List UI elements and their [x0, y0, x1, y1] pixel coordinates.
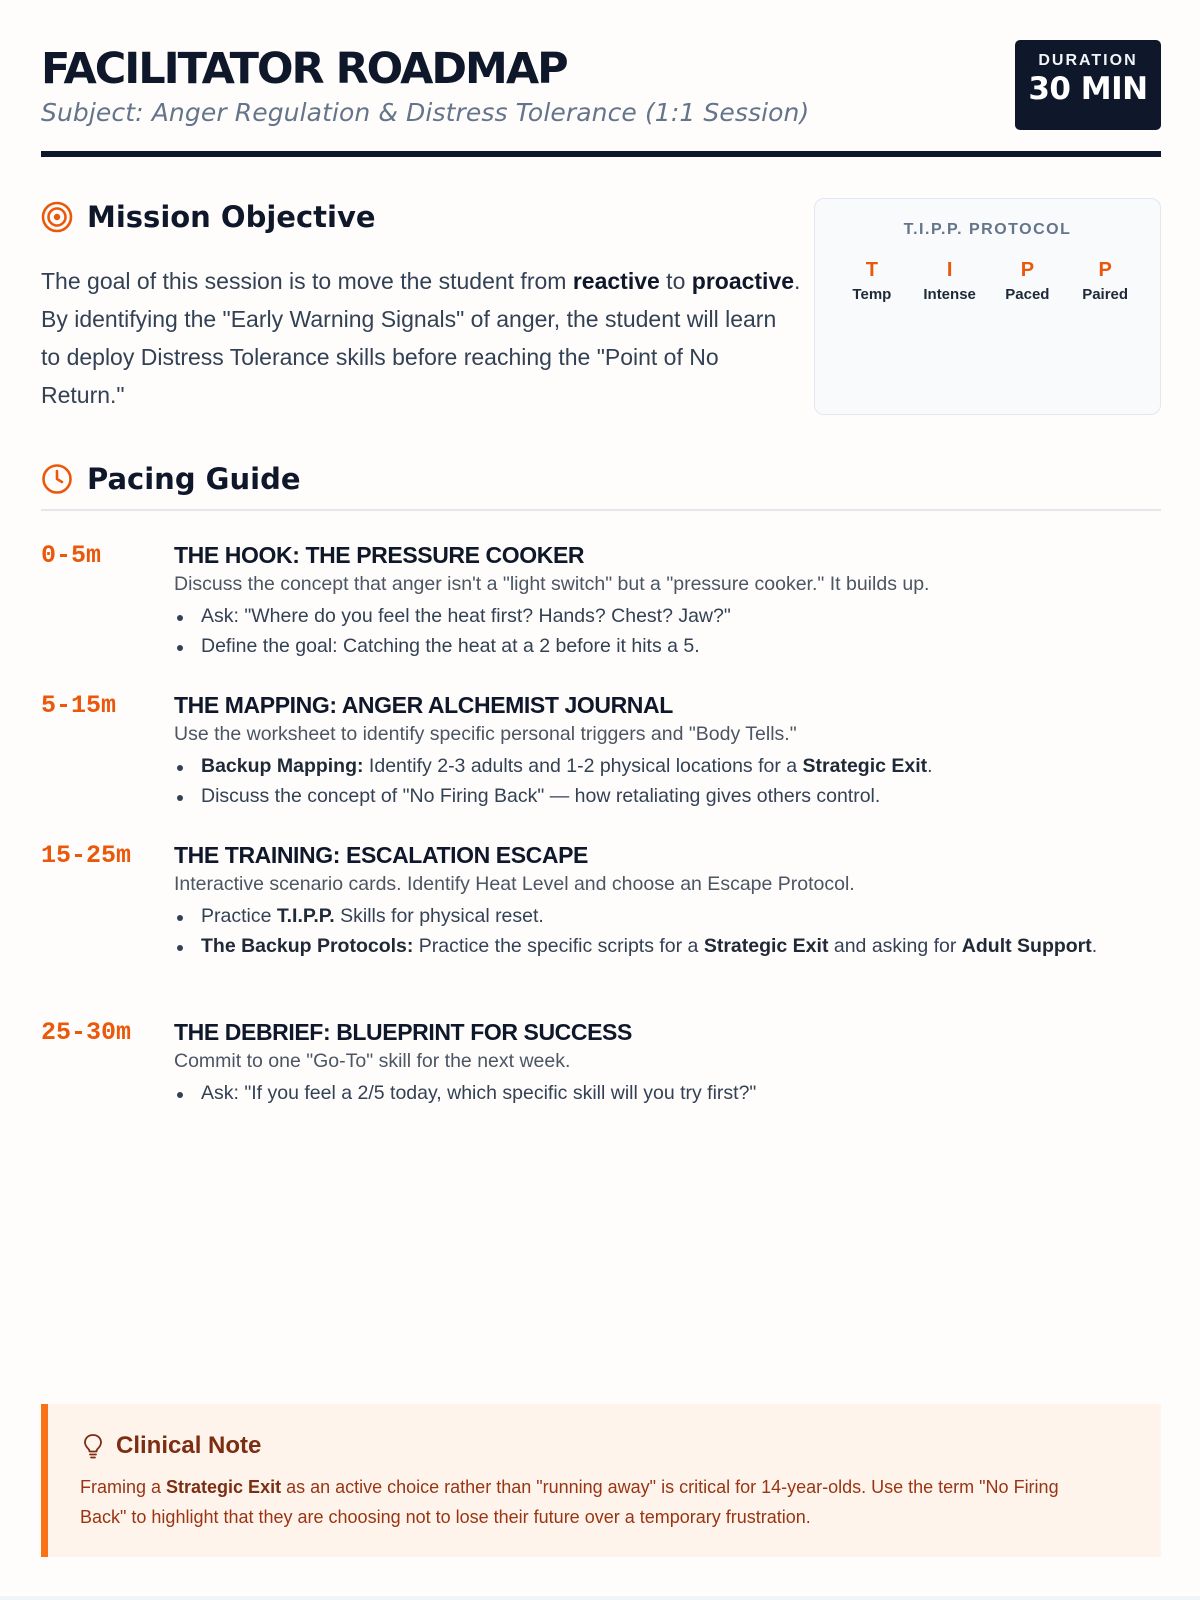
mission-heading-text: Mission Objective	[87, 200, 376, 234]
step-time: 5-15m	[41, 691, 117, 720]
step-time: 0-5m	[41, 541, 102, 570]
pacing-heading-text: Pacing Guide	[87, 462, 301, 496]
step-time: 15-25m	[41, 841, 132, 870]
step-time: 25-30m	[41, 1018, 132, 1047]
tipp-item	[1067, 259, 1143, 303]
step-content	[174, 841, 1134, 963]
tipp-letter: I	[946, 259, 953, 281]
step-title: THE HOOK: THE PRESSURE COOKER	[174, 542, 585, 568]
clinical-note	[41, 1404, 1161, 1557]
bottom-strip	[0, 1596, 1200, 1600]
tipp-item	[834, 259, 910, 303]
tipp-word: Paced	[1005, 286, 1050, 303]
page-header	[41, 40, 1161, 157]
step-content	[174, 1018, 1134, 1110]
step-description: Use the worksheet to identify specific personal triggers and "Body Tells."	[174, 723, 797, 745]
step-content	[174, 691, 1134, 813]
tipp-letter: T	[865, 259, 878, 281]
step-content	[174, 541, 1134, 663]
step-bullets	[174, 603, 1134, 660]
page-subtitle: Subject: Anger Regulation & Distress Tolerance (1:1 Session)	[41, 98, 810, 127]
mission-heading	[41, 200, 376, 234]
step-bullet: Ask: "Where do you feel the heat first? Hands? Chest? Jaw?"	[174, 603, 1134, 630]
tipp-items	[833, 259, 1144, 303]
tipp-word: Temp	[852, 286, 892, 303]
tipp-letter: P	[1020, 259, 1035, 281]
duration-label: DURATION	[1038, 52, 1138, 69]
pacing-divider	[41, 509, 1161, 511]
step-bullet: Discuss the concept of "No Firing Back" — how retaliating gives others control.	[174, 783, 1134, 810]
roadmap-page	[41, 0, 1161, 1600]
page-title: FACILITATOR ROADMAP	[41, 44, 567, 94]
tipp-letter: P	[1098, 259, 1112, 281]
tipp-title: T.I.P.P. PROTOCOL	[903, 221, 1072, 238]
target-icon	[41, 201, 73, 233]
step-bullet: The Backup Protocols: Practice the specific scripts for a Strategic Exit and asking for Adult Support.	[174, 933, 1134, 960]
step-description: Commit to one "Go-To" skill for the next week.	[174, 1050, 571, 1072]
step-description: Discuss the concept that anger isn't a "light switch" but a "pressure cooker." It builds up.	[174, 573, 930, 595]
clock-icon	[41, 463, 73, 495]
tipp-item	[989, 259, 1065, 303]
step-bullet: Practice T.I.P.P. Skills for physical reset.	[174, 903, 1134, 930]
lightbulb-icon	[82, 1433, 104, 1459]
tipp-word: Paired	[1082, 286, 1129, 303]
clinical-note-body: Framing a Strategic Exit as an active choice rather than "running away" is critical for 14-year-olds. Use the term "No Firing Back" to highlight that they are choosing not to lose their future over a temporary frustration.	[80, 1477, 1059, 1527]
clinical-note-heading	[82, 1432, 261, 1460]
step-title: THE MAPPING: ANGER ALCHEMIST JOURNAL	[174, 692, 673, 718]
duration-value: 30 MIN	[1028, 71, 1148, 107]
tipp-protocol-card	[814, 198, 1161, 415]
step-bullets	[174, 1080, 1134, 1107]
mission-body: The goal of this session is to move the student from reactive to proactive. By identifying the "Early Warning Signals" of anger, the student will learn to deploy Distress Tolerance skills before reaching the "Point of No Return."	[41, 268, 801, 408]
tipp-item	[912, 259, 988, 303]
step-bullet: Ask: "If you feel a 2/5 today, which specific skill will you try first?"	[174, 1080, 1134, 1107]
step-title: THE TRAINING: ESCALATION ESCAPE	[174, 842, 588, 868]
step-bullet: Define the goal: Catching the heat at a 2 before it hits a 5.	[174, 633, 1134, 660]
step-bullets	[174, 903, 1134, 960]
pacing-heading	[41, 462, 301, 496]
step-title: THE DEBRIEF: BLUEPRINT FOR SUCCESS	[174, 1019, 632, 1045]
tipp-word: Intense	[923, 286, 976, 303]
step-description: Interactive scenario cards. Identify Heat Level and choose an Escape Protocol.	[174, 873, 855, 895]
step-bullets	[174, 753, 1134, 810]
duration-badge	[1015, 40, 1161, 130]
step-bullet: Backup Mapping: Identify 2-3 adults and 1-2 physical locations for a Strategic Exit.	[174, 753, 1134, 780]
clinical-note-title: Clinical Note	[116, 1432, 262, 1459]
